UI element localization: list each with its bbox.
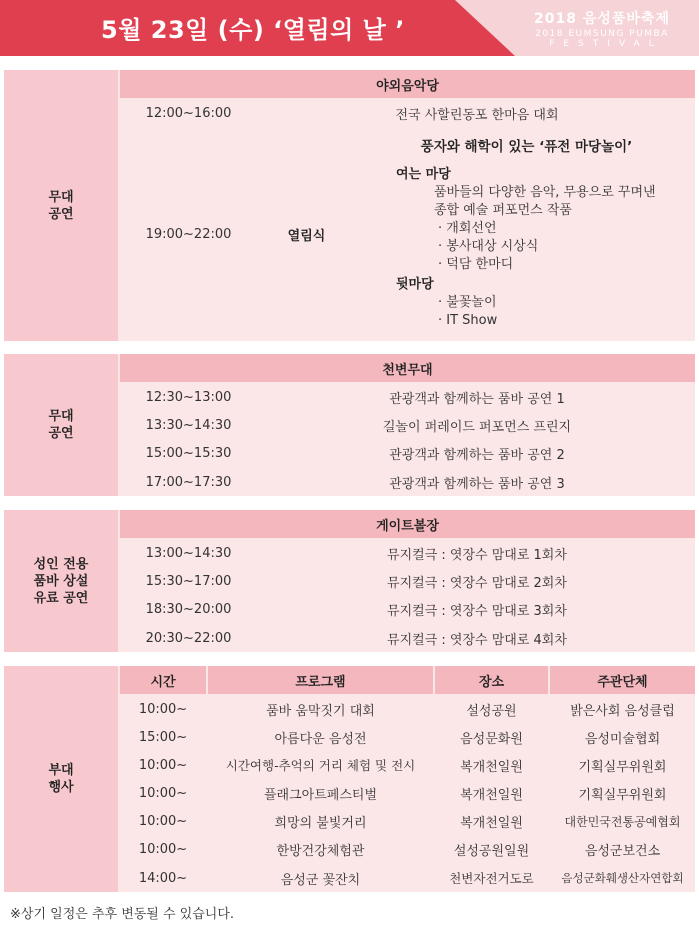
event-place: 음성문화원 bbox=[460, 731, 523, 747]
stage1-row1-program: 전국 사할린동포 한마음 대회 bbox=[395, 107, 559, 123]
stage3-row-program: 뮤지컬극 : 엿장수 맘대로 1회차 bbox=[387, 547, 567, 563]
opening-part1-desc1: 품바들의 다양한 음악, 무용으로 꾸며낸 bbox=[434, 185, 656, 200]
opening-part1-title: 여는 마당 bbox=[396, 167, 451, 182]
stage3-row-program: 뮤지컬극 : 엿장수 맘대로 3회차 bbox=[387, 603, 567, 619]
event-organizer: 음성미술협회 bbox=[584, 731, 661, 747]
event-organizer: 대한민국전통공예협회 bbox=[564, 814, 681, 829]
festival-logo-text bbox=[517, 8, 687, 49]
stage1-section bbox=[4, 70, 695, 341]
schedule-change-note: ※상기 일정은 추후 변동될 수 있습니다. bbox=[10, 907, 235, 922]
opening-part2-item: · IT Show bbox=[438, 313, 498, 328]
event-place: 천변자전거도로 bbox=[449, 871, 534, 886]
event-program: 플래그아트페스티벌 bbox=[263, 787, 378, 803]
stage2-row-time: 13:30~14:30 bbox=[145, 417, 232, 433]
events-section bbox=[4, 666, 695, 892]
event-place: 설성공원일원 bbox=[453, 843, 530, 859]
page-title: 5월 23일 (수) ‘열림의 날 ’ bbox=[101, 16, 405, 44]
opening-ceremony-detail bbox=[356, 128, 695, 341]
event-organizer: 음성군화훼생산자연합회 bbox=[561, 871, 684, 885]
event-place: 설성공원 bbox=[466, 703, 517, 719]
stage1-row1-time: 12:00~16:00 bbox=[145, 105, 232, 121]
event-time: 10:00~ bbox=[138, 785, 188, 801]
opening-part1-desc2: 종합 예술 퍼포먼스 작품 bbox=[434, 203, 572, 218]
event-place: 복개천일원 bbox=[460, 815, 523, 831]
stage2-row-time: 12:30~13:00 bbox=[145, 389, 232, 405]
opening-part2-title: 뒷마당 bbox=[396, 277, 434, 292]
event-time: 10:00~ bbox=[138, 813, 188, 829]
event-time: 10:00~ bbox=[138, 757, 188, 773]
event-organizer: 기획실무위원회 bbox=[578, 759, 667, 775]
event-program: 음성군 꽃잔치 bbox=[280, 872, 361, 888]
stage1-category: 무대 공연 bbox=[4, 70, 118, 341]
event-time: 15:00~ bbox=[138, 729, 188, 745]
stage2-venue: 천변무대 bbox=[120, 354, 695, 382]
stage2-row-program: 관광객과 함께하는 품바 공연 2 bbox=[389, 447, 565, 463]
event-time: 14:00~ bbox=[138, 870, 188, 886]
event-program: 희망의 불빛거리 bbox=[274, 815, 367, 831]
event-time: 10:00~ bbox=[138, 841, 188, 857]
event-program: 한방건강체험관 bbox=[276, 843, 365, 859]
page-header bbox=[0, 0, 699, 56]
stage1-row2-event: 열림식 bbox=[287, 229, 326, 244]
events-header-program: 프로그램 bbox=[208, 666, 433, 694]
events-header-time: 시간 bbox=[120, 666, 206, 694]
stage3-section bbox=[4, 510, 695, 652]
stage3-row-time: 20:30~22:00 bbox=[145, 630, 232, 646]
events-header-place: 장소 bbox=[435, 666, 548, 694]
stage3-row-time: 18:30~20:00 bbox=[145, 601, 232, 617]
stage2-row-program: 관광객과 함께하는 품바 공연 3 bbox=[389, 476, 565, 492]
opening-part1-item: · 개회선언 bbox=[438, 221, 497, 236]
stage3-row-time: 13:00~14:30 bbox=[145, 545, 232, 561]
event-organizer: 밝은사회 음성클럽 bbox=[570, 703, 675, 719]
event-organizer: 기획실무위원회 bbox=[578, 787, 667, 803]
event-program: 시간여행-추억의 거리 체험 및 전시 bbox=[225, 758, 416, 773]
stage2-row-program: 관광객과 함께하는 품바 공연 1 bbox=[389, 391, 565, 407]
stage1-venue: 야외음악당 bbox=[120, 70, 695, 98]
stage3-row-time: 15:30~17:00 bbox=[145, 573, 232, 589]
opening-part2-item: · 불꽃놀이 bbox=[438, 295, 497, 310]
event-program: 품바 움막짓기 대회 bbox=[266, 703, 375, 719]
event-time: 10:00~ bbox=[138, 701, 188, 717]
stage1-row2-time: 19:00~22:00 bbox=[145, 227, 232, 242]
stage3-row-program: 뮤지컬극 : 엿장수 맘대로 4회차 bbox=[387, 632, 567, 648]
events-category: 부대 행사 bbox=[4, 666, 118, 892]
stage2-row-time: 17:00~17:30 bbox=[145, 474, 232, 490]
stage2-category: 무대 공연 bbox=[4, 354, 118, 496]
stage3-category: 성인 전용 품바 상설 유료 공연 bbox=[4, 510, 118, 652]
event-program: 아름다운 음성전 bbox=[274, 731, 367, 747]
event-place: 복개천일원 bbox=[460, 787, 523, 803]
stage2-section bbox=[4, 354, 695, 496]
festival-word: FESTIVAL bbox=[549, 39, 663, 49]
stage3-venue: 게이트볼장 bbox=[120, 510, 695, 538]
opening-ceremony-title: 풍자와 해학이 있는 ‘퓨전 마당놀이’ bbox=[420, 139, 633, 155]
event-organizer: 음성군보건소 bbox=[584, 843, 661, 859]
event-place: 복개천일원 bbox=[460, 759, 523, 775]
festival-name-korean: 2018 음성품바축제 bbox=[534, 11, 670, 27]
stage3-row-program: 뮤지컬극 : 엿장수 맘대로 2회차 bbox=[387, 575, 567, 591]
festival-name-english: 2018 EUMSUNG PUMBA bbox=[535, 29, 669, 39]
stage2-row-time: 15:00~15:30 bbox=[145, 445, 232, 461]
stage2-row-program: 길놀이 퍼레이드 퍼포먼스 프린지 bbox=[382, 419, 572, 435]
opening-part1-item: · 봉사대상 시상식 bbox=[438, 239, 539, 254]
opening-part1-item: · 덕담 한마디 bbox=[438, 257, 514, 272]
events-header-organizer: 주관단체 bbox=[550, 666, 695, 694]
